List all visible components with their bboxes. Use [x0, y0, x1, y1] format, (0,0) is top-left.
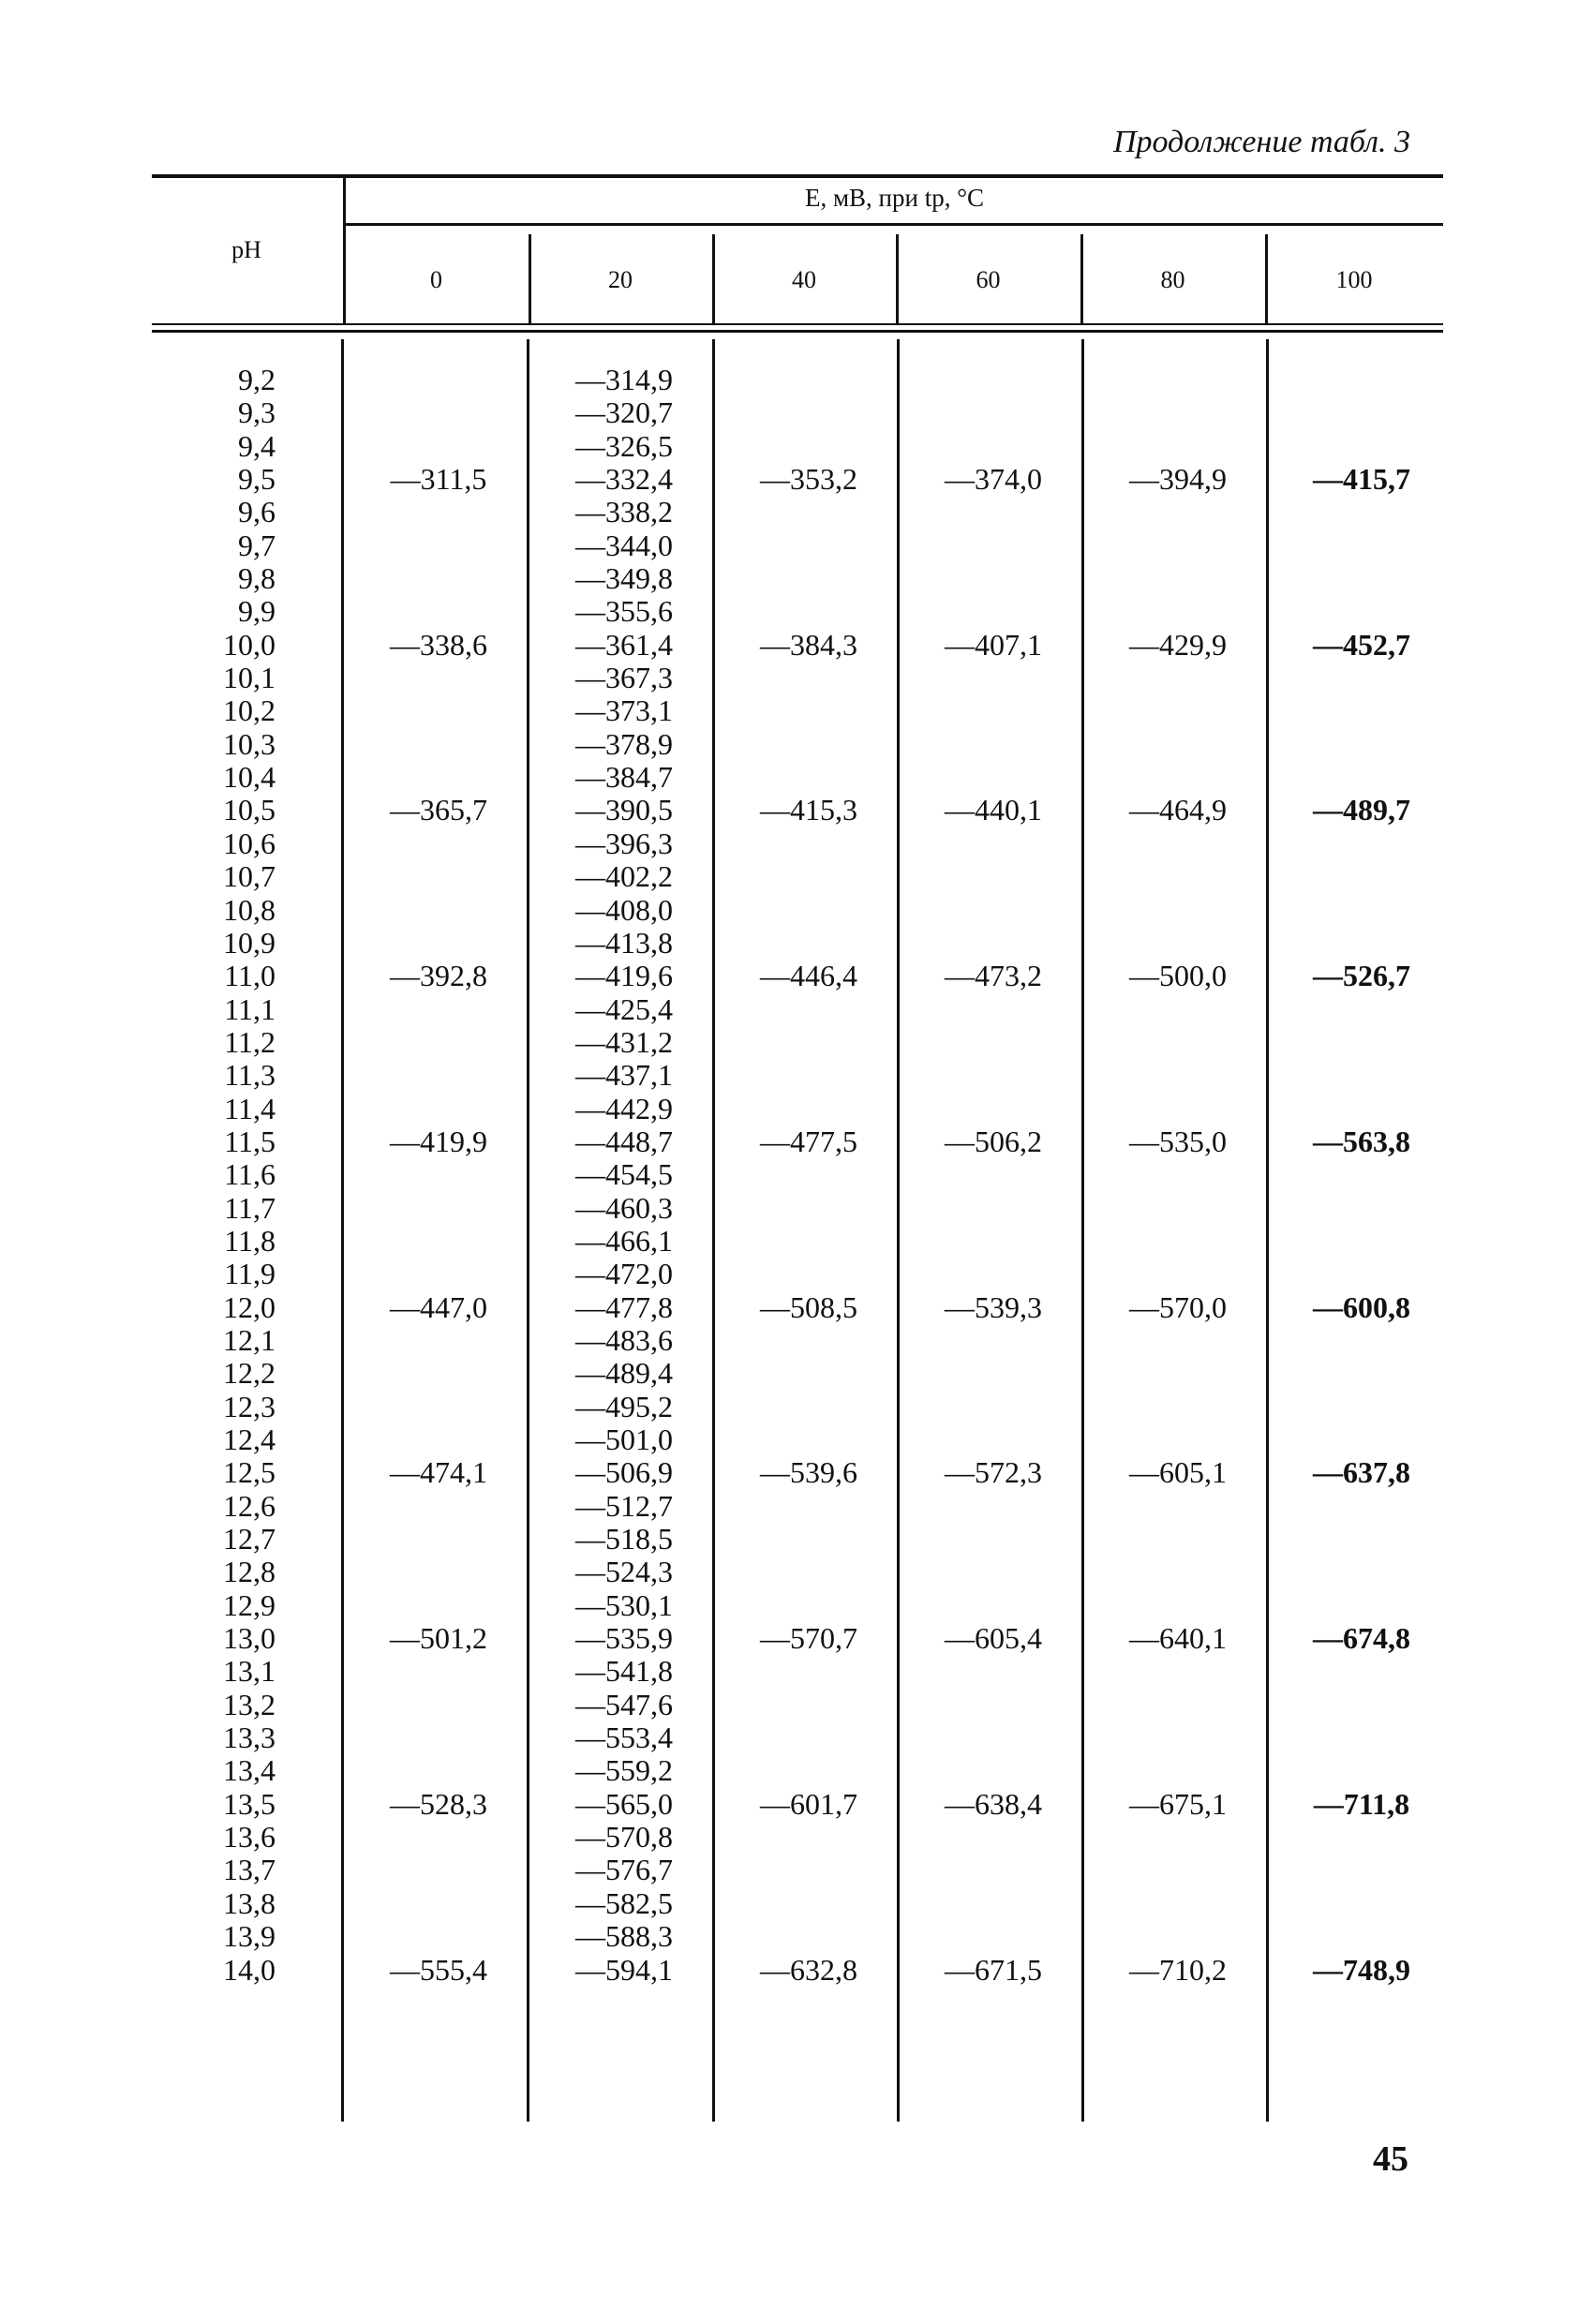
potential-value: —674,8: [1313, 1621, 1410, 1656]
potential-value: —415,7: [1313, 462, 1410, 497]
temp-header-80: 80: [1160, 266, 1185, 293]
potential-value: —415,3: [760, 793, 857, 827]
potential-value: —710,2: [1129, 1952, 1227, 1987]
ph-value: 13,1: [223, 1654, 276, 1689]
ph-value: 12,7: [223, 1522, 276, 1557]
ph-value: 10,6: [223, 826, 276, 860]
potential-value: —748,9: [1313, 1952, 1410, 1987]
ph-value: 10,0: [223, 627, 276, 662]
potential-value: —594,1: [575, 1952, 673, 1987]
potential-value: —402,2: [575, 859, 673, 894]
potential-value: —448,7: [575, 1124, 673, 1158]
potential-column-0: [347, 364, 530, 1987]
potential-value: —576,7: [575, 1853, 673, 1887]
potential-value: —563,8: [1313, 1124, 1410, 1158]
ph-value: 11,2: [224, 1024, 276, 1059]
potential-value: —588,3: [575, 1919, 673, 1954]
ph-value: 11,1: [224, 991, 276, 1026]
potential-value: —353,2: [760, 462, 857, 497]
potential-value: —535,0: [1129, 1124, 1227, 1158]
potential-value: —572,3: [945, 1455, 1042, 1490]
potential-value: —447,0: [390, 1289, 487, 1324]
potential-value: —559,2: [575, 1753, 673, 1788]
ph-value: 11,0: [224, 959, 276, 993]
potential-value: —419,6: [575, 959, 673, 993]
ph-column: [197, 364, 276, 1987]
potential-value: —477,8: [575, 1289, 673, 1324]
potential-value: —314,9: [575, 363, 673, 396]
ph-value: 13,9: [223, 1919, 276, 1954]
temp-header-20: 20: [608, 266, 633, 293]
potential-value: —501,0: [575, 1423, 673, 1456]
ph-value: 10,4: [223, 760, 276, 795]
potential-value: —637,8: [1313, 1455, 1410, 1490]
potential-value: —320,7: [575, 395, 673, 430]
potential-value: —530,1: [575, 1587, 673, 1622]
potential-value: —367,3: [575, 661, 673, 695]
potential-value: —570,7: [760, 1621, 857, 1656]
potential-value: —419,9: [390, 1124, 487, 1158]
potential-value: —338,2: [575, 495, 673, 529]
potential-value: —539,3: [945, 1289, 1042, 1324]
potential-value: —539,6: [760, 1455, 857, 1490]
potential-value: —570,8: [575, 1820, 673, 1855]
header-group-rule: [346, 223, 1443, 226]
potential-value: —638,4: [945, 1786, 1042, 1821]
ph-value: 14,0: [223, 1952, 276, 1987]
temp-header-0: 0: [430, 266, 442, 293]
potential-value: —373,1: [575, 693, 673, 728]
ph-value: 9,4: [238, 428, 276, 463]
ph-value: 10,2: [223, 693, 276, 728]
potential-value: —565,0: [575, 1786, 673, 1821]
potential-value: —535,9: [575, 1621, 673, 1656]
potential-value: —413,8: [575, 925, 673, 960]
potential-value: —477,5: [760, 1124, 857, 1158]
potential-value: —384,7: [575, 760, 673, 795]
potential-value: —547,6: [575, 1687, 673, 1721]
potential-value: —526,7: [1313, 959, 1410, 993]
ph-value: 12,9: [223, 1587, 276, 1622]
ph-value: 13,8: [223, 1885, 276, 1920]
potential-value: —555,4: [390, 1952, 487, 1987]
ph-value: 9,5: [238, 462, 276, 497]
potential-value: —474,1: [390, 1455, 487, 1490]
potential-value: —605,4: [945, 1621, 1042, 1656]
ph-value: 13,2: [223, 1687, 276, 1721]
ph-value: 9,9: [238, 594, 276, 629]
potential-value: —600,8: [1313, 1289, 1410, 1324]
potential-value: —640,1: [1129, 1621, 1227, 1656]
ph-value: 12,4: [223, 1423, 276, 1456]
ph-value: 10,8: [223, 892, 276, 927]
header-bottom-rule-2: [152, 330, 1443, 333]
page-number: 45: [1373, 2139, 1408, 2179]
ph-value: 10,9: [223, 925, 276, 960]
ph-value: 10,5: [223, 793, 276, 827]
potential-value: —472,0: [575, 1257, 673, 1291]
potential-value: —489,4: [575, 1356, 673, 1391]
potential-value: —349,8: [575, 561, 673, 596]
potential-value: —355,6: [575, 594, 673, 629]
table-continuation-caption: Продолжение табл. 3: [1112, 125, 1410, 159]
potential-value: —446,4: [760, 959, 857, 993]
potential-value: —506,9: [575, 1455, 673, 1490]
potential-value: —601,7: [760, 1786, 857, 1821]
potential-value: —454,5: [575, 1157, 673, 1192]
header-bottom-rule-1: [152, 323, 1443, 325]
ph-value: 13,7: [223, 1853, 276, 1887]
potential-value: —311,5: [390, 462, 487, 497]
potential-value: —374,0: [945, 462, 1042, 497]
ph-value: 11,9: [224, 1257, 276, 1291]
ph-column-header: pH: [231, 236, 261, 263]
ph-value: 9,2: [238, 363, 276, 396]
ph-value: 11,7: [224, 1190, 276, 1225]
potential-value: —675,1: [1129, 1786, 1227, 1821]
ph-value: 12,2: [223, 1356, 276, 1391]
potential-value: —338,6: [390, 627, 487, 662]
ph-value: 10,1: [223, 661, 276, 695]
temp-header-60: 60: [976, 266, 1001, 293]
potential-value: —671,5: [945, 1952, 1042, 1987]
potential-value: —466,1: [575, 1223, 673, 1258]
potential-column-80: [1086, 364, 1270, 1987]
ph-value: 11,5: [224, 1124, 276, 1158]
potential-value: —452,7: [1313, 627, 1410, 662]
potential-value: —528,3: [390, 1786, 487, 1821]
potential-value: —392,8: [390, 959, 487, 993]
potential-value: —570,0: [1129, 1289, 1227, 1324]
potential-value: —361,4: [575, 627, 673, 662]
ph-value: 9,8: [238, 561, 276, 596]
potential-value: —508,5: [760, 1289, 857, 1324]
potential-value: —711,8: [1313, 1786, 1410, 1821]
potential-value: —442,9: [575, 1091, 673, 1125]
body-divider-ph: [341, 339, 344, 2122]
ph-value: 13,0: [223, 1621, 276, 1656]
ph-value: 10,3: [223, 726, 276, 761]
ph-value: 11,6: [224, 1157, 276, 1192]
ph-value: 12,3: [223, 1389, 276, 1423]
potential-group-header: E, мВ, при tр, °C: [804, 184, 985, 212]
potential-column-60: [901, 364, 1085, 1987]
potential-value: —464,9: [1129, 793, 1227, 827]
ph-value: 13,5: [223, 1786, 276, 1821]
potential-value: —518,5: [575, 1522, 673, 1557]
ph-value: 11,3: [224, 1058, 276, 1093]
potential-value: —553,4: [575, 1721, 673, 1755]
potential-column-40: [717, 364, 901, 1987]
ph-value: 9,7: [238, 528, 276, 562]
potential-value: —408,0: [575, 892, 673, 927]
potential-column-100: [1270, 364, 1453, 1987]
ph-value: 13,3: [223, 1721, 276, 1755]
potential-value: —541,8: [575, 1654, 673, 1689]
potential-value: —473,2: [945, 959, 1042, 993]
potential-value: —429,9: [1129, 627, 1227, 662]
potential-value: —512,7: [575, 1488, 673, 1523]
potential-value: —390,5: [575, 793, 673, 827]
potential-value: —394,9: [1129, 462, 1227, 497]
potential-value: —506,2: [945, 1124, 1042, 1158]
potential-value: —365,7: [390, 793, 487, 827]
potential-value: —440,1: [945, 793, 1042, 827]
potential-value: —483,6: [575, 1322, 673, 1357]
potential-value: —524,3: [575, 1555, 673, 1589]
temp-header-100: 100: [1335, 266, 1373, 293]
potential-value: —344,0: [575, 528, 673, 562]
ph-value: 9,6: [238, 495, 276, 529]
potential-value: —501,2: [390, 1621, 487, 1656]
potential-column-20: [532, 364, 716, 1987]
potential-value: —437,1: [575, 1058, 673, 1093]
ph-value: 13,4: [223, 1753, 276, 1788]
ph-value: 12,0: [223, 1289, 276, 1324]
potential-value: —431,2: [575, 1024, 673, 1059]
potential-value: —425,4: [575, 991, 673, 1026]
potential-value: —384,3: [760, 627, 857, 662]
potential-value: —489,7: [1313, 793, 1410, 827]
potential-value: —407,1: [945, 627, 1042, 662]
potential-value: —605,1: [1129, 1455, 1227, 1490]
ph-value: 12,8: [223, 1555, 276, 1589]
ph-value: 12,5: [223, 1455, 276, 1490]
potential-value: —460,3: [575, 1190, 673, 1225]
potential-value: —326,5: [575, 428, 673, 463]
temp-header-40: 40: [792, 266, 816, 293]
potential-value: —500,0: [1129, 959, 1227, 993]
ph-value: 10,7: [223, 859, 276, 894]
ph-value: 11,4: [224, 1091, 276, 1125]
potential-value: —582,5: [575, 1885, 673, 1920]
ph-value: 12,6: [223, 1488, 276, 1523]
potential-value: —495,2: [575, 1389, 673, 1423]
potential-value: —332,4: [575, 462, 673, 497]
potential-value: —396,3: [575, 826, 673, 860]
potential-value: —632,8: [760, 1952, 857, 1987]
ph-value: 9,3: [238, 395, 276, 430]
ph-value: 12,1: [223, 1322, 276, 1357]
potential-value: —378,9: [575, 726, 673, 761]
ph-value: 13,6: [223, 1820, 276, 1855]
ph-value: 11,8: [224, 1223, 276, 1258]
